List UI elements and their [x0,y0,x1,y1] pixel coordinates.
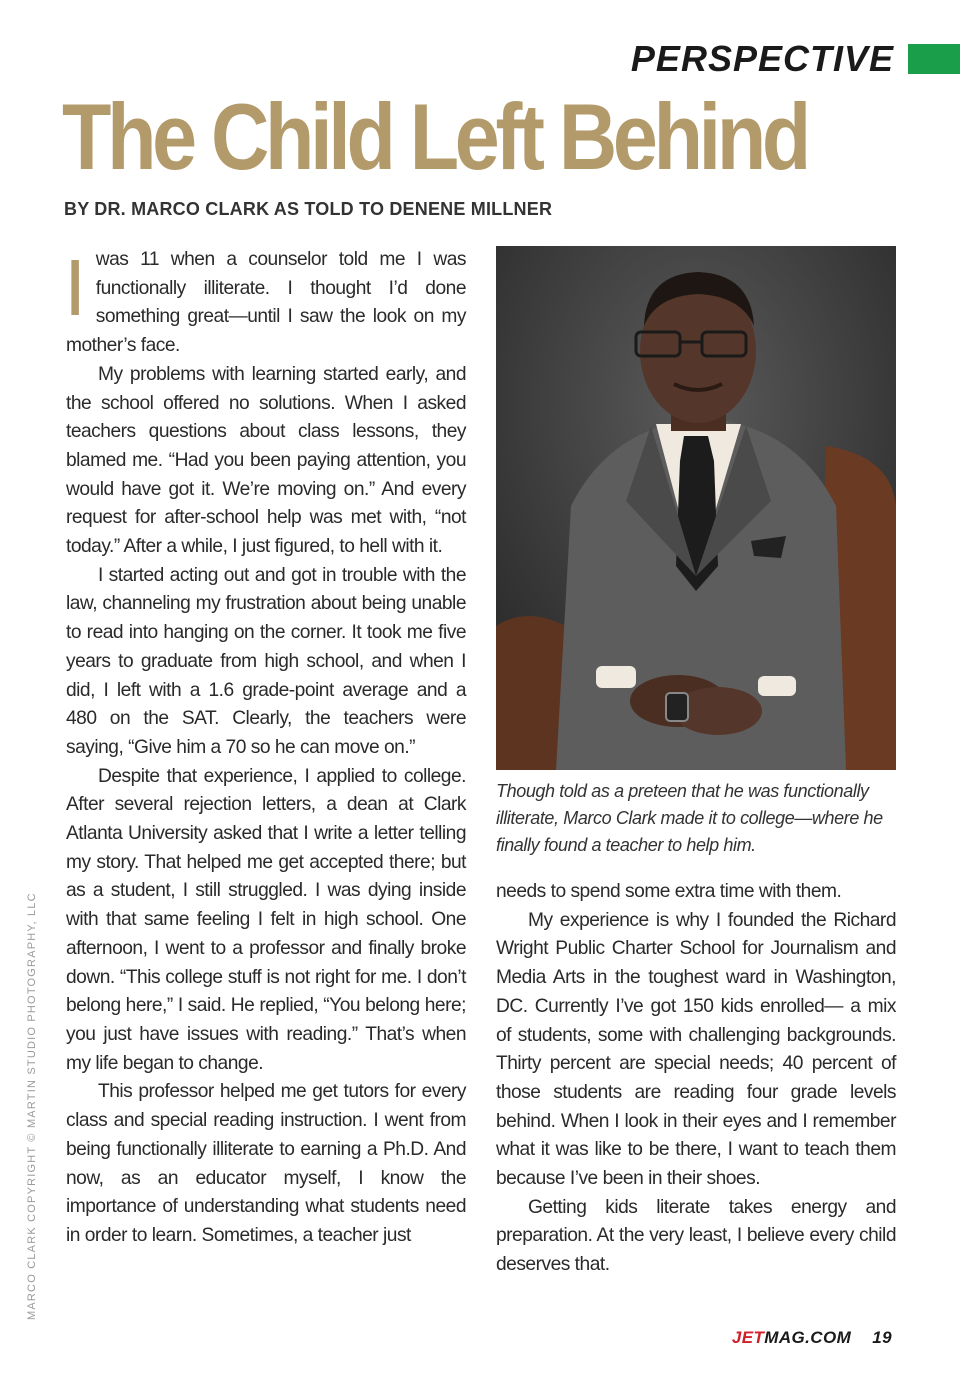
page-footer [732,1328,892,1348]
footer-site-mag[interactable]: MAG.COM [764,1328,852,1347]
section-accent-bar [908,44,960,74]
paragraph-7: My experience is why I founded the Richard Wright Public Charter School for Journalism and Media Arts in the toughest ward in Washington, DC. Currently I’ve got 150 kids enrolled— a mix of students, some with challenging backgrounds. Thirty percent are special needs; 40 percent of those students are reading four grade levels behind. When I look in their eyes and I remember what it was like to be there, I want to teach them because I’ve been in their shoes. [496,909,896,1190]
paragraph-1-text: was 11 when a counselor told me I was functionally illiterate. I thought I’d done something great—until I saw the look on my mother’s face. [66,249,466,357]
section-label: PERSPECTIVE [630,38,894,79]
paragraph-6: needs to spend some extra time with them. [496,881,842,902]
paragraph-4: Despite that experience, I applied to college. After several rejection letters, a dean at Clark Atlanta University asked that I write a letter telling my story. That helped me get accepted there; but as a student, I still struggled. I was dying inside with that same feeling I felt in high school. One afternoon, I went to a professor and finally broke down. “This college stuff is not right for me. I don’t belong here,” I said. He replied, “You belong here; you just have issues with reading.” That’s when my life began to change. [66,765,466,1074]
article-column-left [64,243,466,1251]
portrait-illustration [496,246,896,770]
paragraph-3: I started acting out and got in trouble with the law, channeling my frustration about being unable to read into hanging on the corner. It took me five years to graduate from high school, and when I did, I left with a 1.6 grade-point average and a 480 on the SAT. Clearly, the teachers were saying, “Give him a 70 so he can move on.” [66,564,466,758]
page-number: 19 [872,1328,892,1347]
article-column-right [496,878,896,1280]
paragraph-5: This professor helped me get tutors for every class and special reading instruction. I went from being functionally illiterate to earning a Ph.D. And now, as an educator myself, I know the importance of understanding what students need in order to learn. Sometimes, a teacher just [66,1081,466,1246]
paragraph-2: My problems with learning started early, and the school offered no solutions. When I asked teachers questions about class lessons, they blamed me. “Had you been paying attention, you would have got it. We’re moving on.” And every request for after-school help was met with, “not today.” After a while, I just figured, to hell with it. [66,363,466,558]
photo-caption: Though told as a preteen that he was functionally illiterate, Marco Clark made it to college—where he finally found a teacher to help him. [496,781,883,855]
paragraph-8: Getting kids literate takes energy and preparation. At the very least, I believe every child deserves that. [496,1196,896,1276]
paragraph-1 [64,243,466,361]
footer-site-jet[interactable]: JET [731,1328,765,1347]
photo-credit: MARCO CLARK COPYRIGHT © MARTIN STUDIO PHOTOGRAPHY, LLC [26,892,38,1320]
headline: The Child Left Behind [62,84,807,189]
byline: BY DR. MARCO CLARK AS TOLD TO DENENE MILLNER [64,199,553,219]
drop-cap: I [64,243,86,332]
portrait-photo [496,246,896,770]
